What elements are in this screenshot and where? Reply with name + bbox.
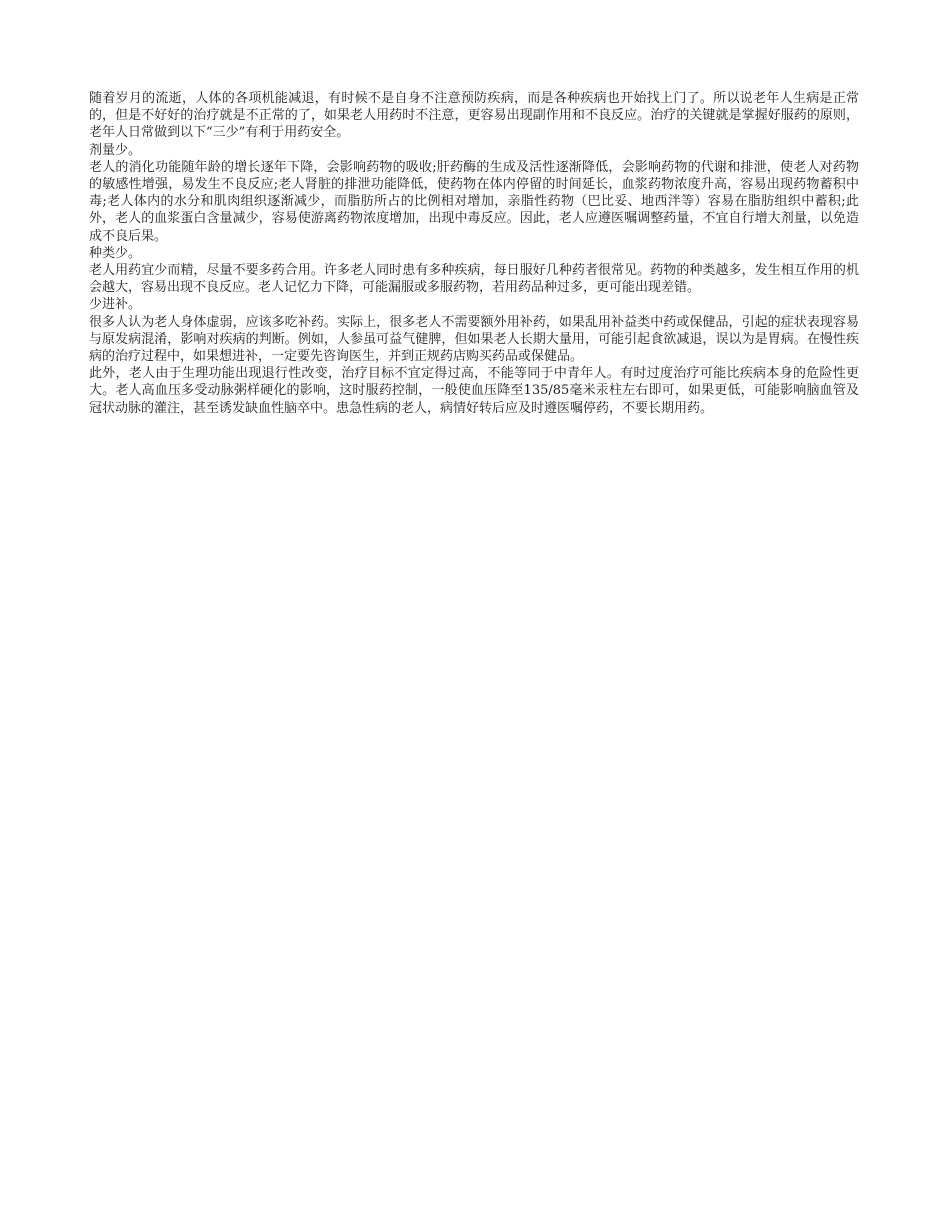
document-body <box>89 90 859 417</box>
dosage-paragraph: 老人的消化功能随年龄的增长逐年下降，会影响药物的吸收;肝药酶的生成及活性逐渐降低，会影响药物的代谢和排泄，使老人对药物的敏感性增强，易发生不良反应;老人肾脏的排泄功能降低，使药物在体内停留的时间延长，血浆药物浓度升高，容易出现药物蓄积中毒;老人体内的水分和肌肉组织逐渐减少，而脂肪所占的比例相对增加，亲脂性药物（巴比妥、地西泮等）容易在脂肪组织中蓄积;此外，老人的血浆蛋白含量减少，容易使游离药物浓度增加，出现中毒反应。因此，老人应遵医嘱调整药量，不宜自行增大剂量，以免造成不良后果。 <box>89 159 859 244</box>
section-heading-variety: 种类少。 <box>89 245 142 261</box>
section-heading-dosage: 剂量少。 <box>89 142 142 158</box>
intro-paragraph: 随着岁月的流逝，人体的各项机能减退，有时候不是自身不注意预防疾病，而是各种疾病也开始找上门了。所以说老年人生病是正常的，但是不好好的治疗就是不正常的了，如果老人用药时不注意，更容易出现副作用和不良反应。治疗的关键就是掌握好服药的原则，老年人日常做到以下“三少”有利于用药安全。 <box>89 91 859 141</box>
section-heading-tonic: 少进补。 <box>89 297 142 313</box>
conclusion-paragraph: 此外，老人由于生理功能出现退行性改变，治疗目标不宜定得过高，不能等同于中青年人。有时过度治疗可能比疾病本身的危险性更大。老人高血压多受动脉粥样硬化的影响，这时服药控制，一般使血压降至135/85毫米汞柱左右即可，如果更低，可能影响脑血管及冠状动脉的灌注，甚至诱发缺血性脑卒中。患急性病的老人，病情好转后应及时遵医嘱停药，不要长期用药。 <box>89 366 859 416</box>
tonic-paragraph: 很多人认为老人身体虚弱，应该多吃补药。实际上，很多老人不需要额外用补药，如果乱用补益类中药或保健品，引起的症状表现容易与原发病混淆，影响对疾病的判断。例如，人参虽可益气健脾，但如果老人长期大量用，可能引起食欲减退，误以为是胃病。在慢性疾病的治疗过程中，如果想进补，一定要先咨询医生，并到正规药店购买药品或保健品。 <box>89 314 859 365</box>
variety-paragraph: 老人用药宜少而精，尽量不要多药合用。许多老人同时患有多种疾病，每日服好几种药者很常见。药物的种类越多，发生相互作用的机会越大，容易出现不良反应。老人记忆力下降，可能漏服或多服药物，若用药品种过多，更可能出现差错。 <box>89 263 859 296</box>
